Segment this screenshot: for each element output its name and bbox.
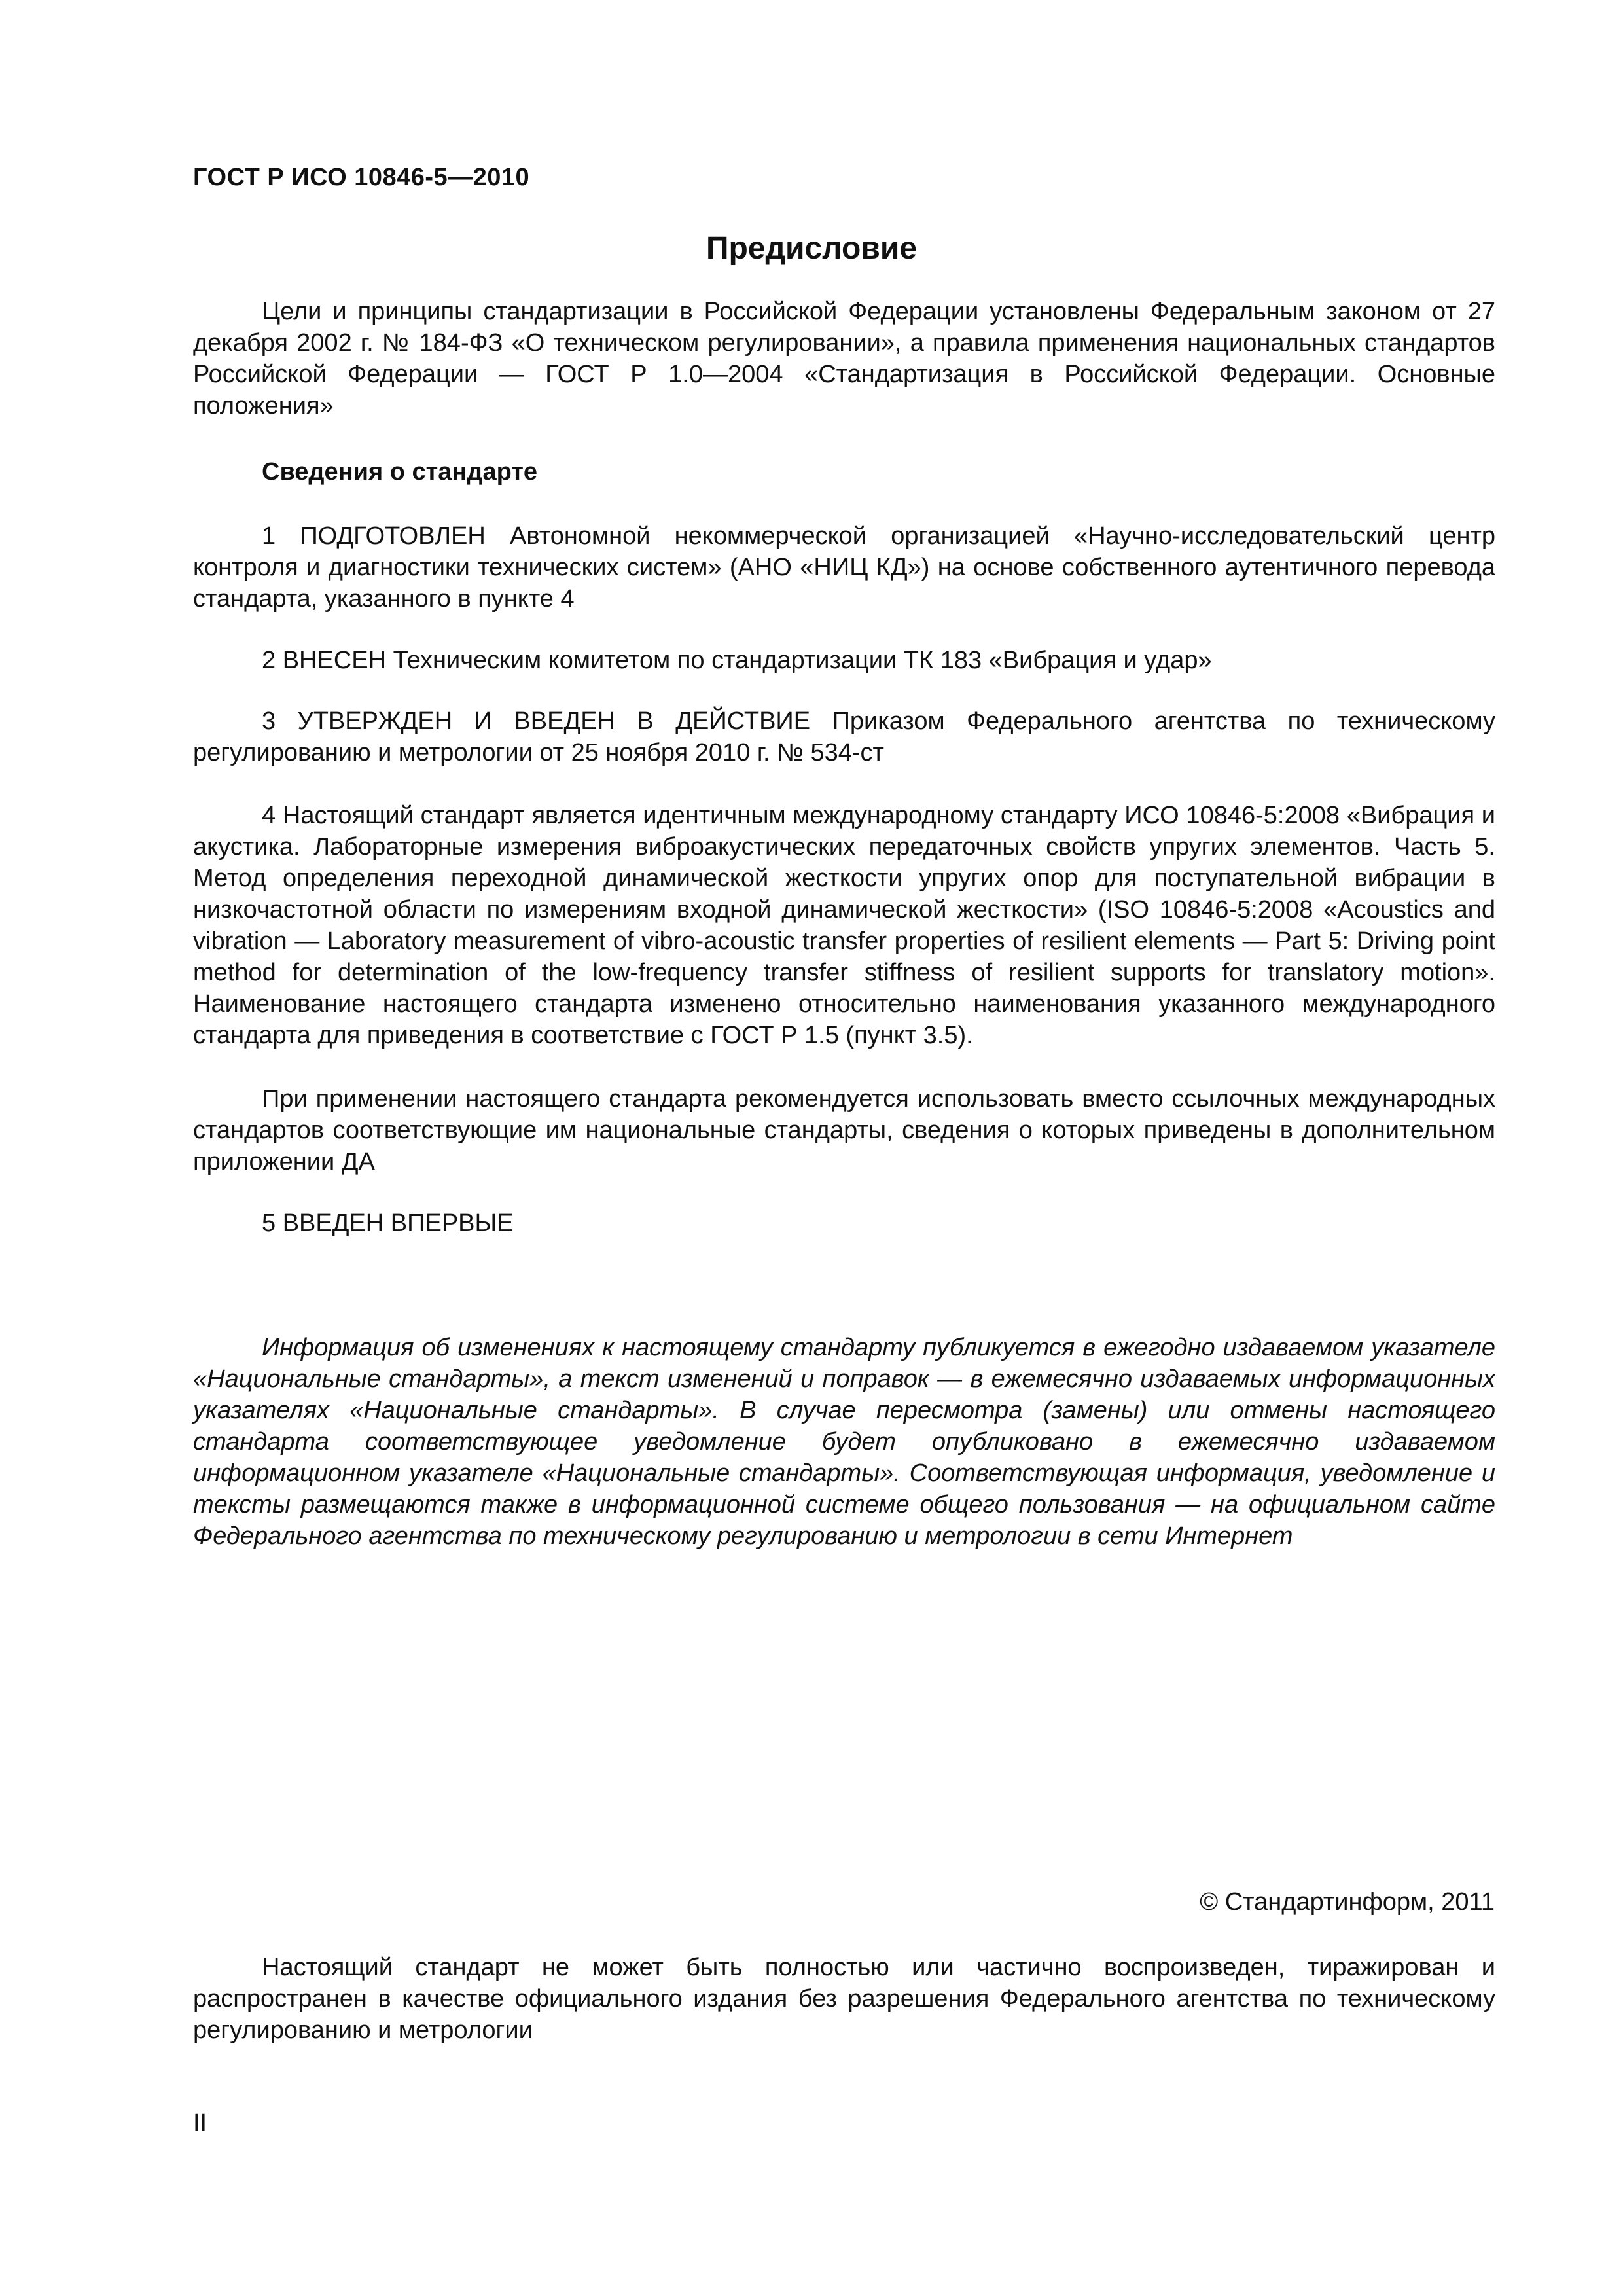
item-1-prepared: 1 ПОДГОТОВЛЕН Автономной некоммерческой организацией «Научно-исследовательский центр контроля и диагностики технических систем» (АНО «НИЦ КД») на основе собственного аутентичного перевода стандарта, указанного в пункте 4: [193, 522, 1495, 613]
item-2-introduced: 2 ВНЕСЕН Техническим комитетом по стандартизации ТК 183 «Вибрация и удар»: [262, 647, 1212, 674]
reproduction-notice: Настоящий стандарт не может быть полностью или частично воспроизведен, тиражирован и распространен в качестве официального издания без разрешения Федерального агентства по техническому регулированию и метрологии: [193, 1954, 1495, 2044]
changes-notice: Информация об изменениях к настоящему стандарту публикуется в ежегодно издаваемом указателе «Национальные стандарты», а текст изменений и поправок — в ежемесячно издаваемых информационных указателях «Национальные стандарты». В случае пересмотра (замены) или отмены настоящего стандарта соответствующее уведомление будет опубликовано в ежемесячно издаваемом информационном указателе «Национальные стандарты». Соответствующая информация, уведомление и тексты размещаются также в информационной системе общего пользования — на официальном сайте Федерального агентства по техническому регулированию и метрологии в сети Интернет: [193, 1334, 1495, 1550]
item-3-approved: 3 УТВЕРЖДЕН И ВВЕДЕН В ДЕЙСТВИЕ Приказом Федерального агентства по техническому регулированию и метрологии от 25 ноября 2010 г. № 534-ст: [193, 708, 1495, 766]
document-header: ГОСТ Р ИСО 10846-5—2010: [193, 164, 530, 191]
info-heading: Сведения о стандарте: [262, 458, 538, 486]
item-5-first-introduced: 5 ВВЕДЕН ВПЕРВЫЕ: [262, 1210, 514, 1237]
page-title: Предисловие: [705, 231, 918, 266]
item-4-application-note: При применении настоящего стандарта рекомендуется использовать вместо ссылочных международных стандартов соответствующие им национальные стандарты, сведения о которых приведены в дополнительном приложении ДА: [193, 1085, 1495, 1175]
copyright-line: © Стандартинформ, 2011: [1200, 1888, 1495, 1916]
item-4-identity: 4 Настоящий стандарт является идентичным международному стандарту ИСО 10846-5:2008 «Вибрация и акустика. Лабораторные измерения виброакустических передаточных свойств упругих элементов. Часть 5. Метод определения переходной динамической жесткости упругих опор для поступательной вибрации в низкочастотной области по измерениям входной динамической жесткости» (ISO 10846-5:2008 «Acoustics and vibration — Laboratory measurement of vibro-acoustic transfer properties of resilient elements — Part 5: Driving point method for determination of the low-frequency transfer stiffness of resilient supports for translatory motion». Наименование настоящего стандарта изменено относительно наименования указанного международного стандарта для приведения в соответствие с ГОСТ Р 1.5 (пункт 3.5).: [193, 802, 1495, 1049]
page-number: II: [193, 2109, 207, 2137]
intro-paragraph: Цели и принципы стандартизации в Российской Федерации установлены Федеральным законом от 27 декабря 2002 г. № 184-ФЗ «О техническом регулировании», а правила применения национальных стандартов Российской Федерации — ГОСТ Р 1.0—2004 «Стандартизация в Российской Федерации. Основные положения»: [193, 298, 1495, 420]
